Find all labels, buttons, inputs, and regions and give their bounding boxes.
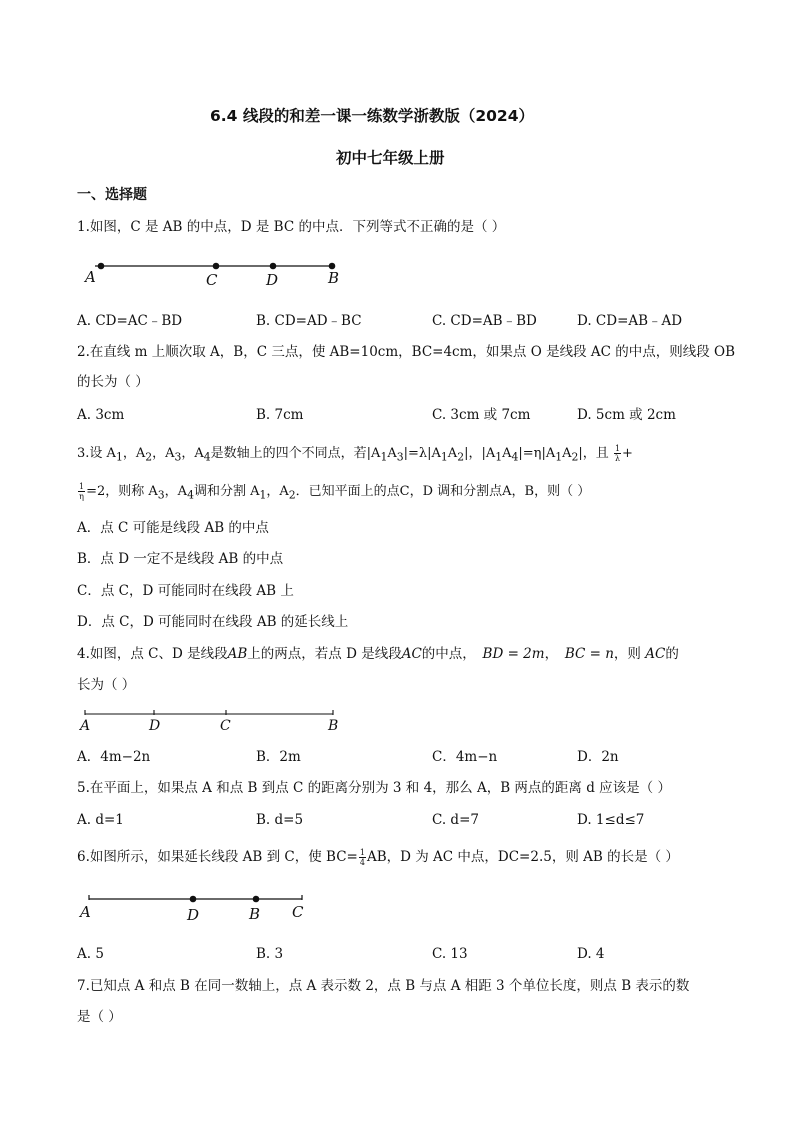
question-4-text: 4.如图，点 C、D 是线段AB上的两点，若点 D 是线段AC的中点， BD = 2m， BC = n，则 AC的 bbox=[77, 646, 679, 662]
question-2-option-a: A. 3cm bbox=[77, 407, 125, 423]
doc-title: 6.4 线段的和差一课一练数学浙教版（2024） bbox=[210, 107, 534, 125]
question-3-option-a: A．点 C 可能是线段 AB 的中点 bbox=[77, 520, 269, 536]
question-6-option-d: D. 4 bbox=[577, 946, 605, 962]
question-1-option-d: D. CD=AB﹣AD bbox=[577, 313, 683, 329]
question-4-option-d: D．2n bbox=[577, 749, 619, 765]
question-4-option-a: A．4m−2n bbox=[77, 749, 151, 765]
fraction-1-over-lambda: $\frac{1}{\lambda}$ bbox=[614, 444, 621, 463]
question-1-option-c: C. CD=AB﹣BD bbox=[432, 313, 537, 329]
question-7-text: 7.已知点 A 和点 B 在同一数轴上，点 A 表示数 2，点 B 与点 A 相距 3 个单位长度，则点 B 表示的数 bbox=[77, 978, 690, 994]
point-dot bbox=[253, 896, 260, 903]
question-4-option-c: C．4m−n bbox=[432, 749, 498, 765]
point-dot bbox=[190, 896, 197, 903]
question-1-text: 1.如图，C 是 AB 的中点，D 是 BC 的中点．下列等式不正确的是（ ） bbox=[77, 219, 506, 235]
question-2-option-d: D. 5cm 或 2cm bbox=[577, 407, 676, 423]
point-label: D bbox=[266, 271, 279, 289]
question-2-option-b: B. 7cm bbox=[256, 407, 304, 423]
point-label: C bbox=[292, 903, 304, 921]
question-2-text: 2.在直线 m 上顺次取 A，B，C 三点，使 AB=10cm，BC=4cm，如果点 O 是线段 AC 的中点，则线段 OB bbox=[77, 344, 736, 360]
point-label: D bbox=[187, 906, 200, 924]
point-dot bbox=[270, 263, 277, 270]
point-label: D bbox=[149, 718, 161, 734]
question-5-text: 5.在平面上，如果点 A 和点 B 到点 C 的距离分别为 3 和 4，那么 A，B 两点的距离 d 应该是（ ） bbox=[77, 780, 671, 796]
question-1-option-b: B. CD=AD﹣BC bbox=[256, 313, 362, 329]
fraction-1-over-eta: $\frac{1}{\eta}$ bbox=[79, 482, 85, 501]
question-5-option-c: C. d=7 bbox=[432, 812, 479, 828]
question-3-option-b: B．点 D 一定不是线段 AB 的中点 bbox=[77, 551, 284, 567]
question-6-text: 6.如图所示，如果延长线段 AB 到 C，使 BC= $\frac{1}{4}$ AB，D 为 AC 中点，DC=2.5，则 AB 的长是（ ） bbox=[77, 848, 679, 867]
point-label: B bbox=[249, 905, 261, 923]
question-3-option-d: D．点 C，D 可能同时在线段 AB 的延长线上 bbox=[77, 614, 349, 630]
question-6-option-b: B. 3 bbox=[256, 946, 284, 962]
point-label: A bbox=[80, 903, 91, 921]
point-label: B bbox=[328, 269, 340, 287]
question-2-option-c: C. 3cm 或 7cm bbox=[432, 407, 531, 423]
point-dot bbox=[98, 263, 105, 270]
question-5-option-a: A. d=1 bbox=[77, 812, 124, 828]
point-label: B bbox=[328, 718, 339, 734]
question-2-text-cont: 的长为（ ） bbox=[77, 374, 149, 390]
point-label: A bbox=[80, 718, 91, 734]
point-label: A bbox=[85, 268, 96, 286]
doc-subtitle: 初中七年级上册 bbox=[336, 149, 445, 167]
question-4-figure bbox=[80, 708, 360, 738]
question-5-option-b: B. d=5 bbox=[256, 812, 304, 828]
question-5-option-d: D. 1≤d≤7 bbox=[577, 812, 645, 828]
question-6-option-a: A. 5 bbox=[77, 946, 104, 962]
point-label: C bbox=[206, 271, 218, 289]
point-label: C bbox=[220, 718, 231, 734]
question-6-option-c: C. 13 bbox=[432, 946, 468, 962]
question-4-option-b: B．2m bbox=[256, 749, 301, 765]
point-dot bbox=[213, 263, 220, 270]
question-1-figure bbox=[80, 255, 380, 295]
question-6-figure bbox=[80, 890, 340, 930]
question-1-option-a: A. CD=AC﹣BD bbox=[77, 313, 183, 329]
question-4-text-cont: 长为（ ） bbox=[77, 677, 136, 693]
section-heading: 一、选择题 bbox=[77, 187, 147, 203]
question-3-option-c: C．点 C，D 可能同时在线段 AB 上 bbox=[77, 583, 294, 599]
question-3-text: 3.设 $A_1$，$A_2$，$A_3$，$A_4$是数轴上的四个不同点，若$|A_1A_3|=\lambda|A_1A_2|$，$|A_1A_4|=\eta|A_1A_2|$，且 $\frac{1}{\lambda}$ + bbox=[77, 444, 633, 464]
question-7-text-cont: 是（ ） bbox=[77, 1009, 122, 1025]
fraction-1-over-4: $\frac{1}{4}$ bbox=[359, 848, 365, 867]
question-3-text-cont: $\frac{1}{\eta}$ =2，则称 $A_3$，$A_4$调和分割 $A_1$，$A_2$．已知平面上的点C，D 调和分割点A，B，则（ ） bbox=[79, 482, 591, 502]
